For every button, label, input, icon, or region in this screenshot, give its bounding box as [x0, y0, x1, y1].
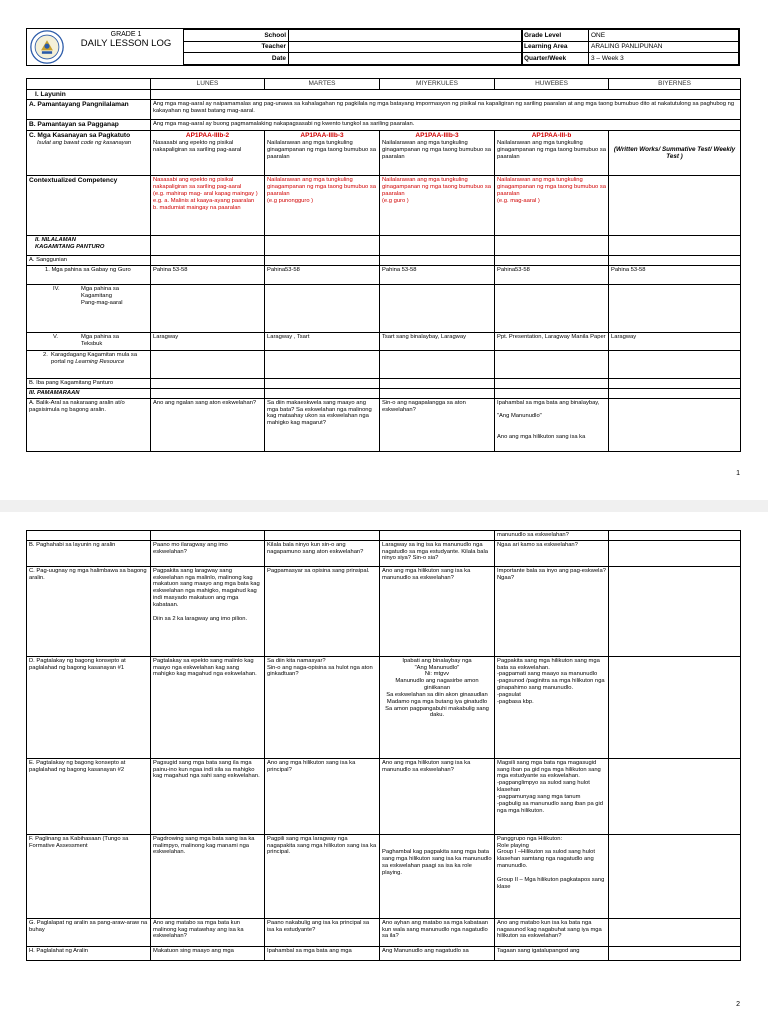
teksbuk-num: V.: [53, 334, 58, 341]
quarter-label: Quarter/Week: [522, 53, 589, 65]
procedure-cell: Pagtalakay sa epekto sang malinlo kag maayo nga eskwelahan kag sang mahigko kag magahud nga eskwelahan.: [151, 656, 265, 758]
empty-cell: [151, 351, 265, 379]
balik-aral-value: Ipahambal sa mga bata ang binalaybay, "Ang Manunudlo" Ano ang mga hilikuton sang isa ka: [495, 398, 609, 451]
contextualized-label: Contextualized Competency: [27, 176, 151, 236]
teacher-label: Teacher: [184, 41, 289, 53]
empty-cell: [27, 531, 151, 541]
procedure-row: [27, 758, 741, 834]
competency-code: AP1PAA-IIIb-3: [415, 132, 459, 140]
procedure-cell: Paano nakabulig ang isa ka principal sa isa ka estudyante?: [265, 918, 380, 946]
empty-cell: [265, 388, 380, 398]
nilalaman-heading: II. NILALAMAN: [35, 237, 76, 244]
school-field[interactable]: [289, 30, 523, 42]
procedure-cell: [609, 946, 741, 960]
empty-cell: [380, 531, 495, 541]
grade-heading: GRADE 1: [110, 31, 142, 38]
empty-cell: [151, 379, 265, 389]
corner-cell: [27, 79, 151, 90]
empty-cell: [265, 379, 380, 389]
poem-line: Madamo nga mga butang iya ginatudlo: [386, 698, 488, 705]
header-info-right: [521, 29, 739, 65]
procedure-cell: Pagpili sang mga laragway nga nagapakita sang mga hilikuton sang isa ka principal.: [265, 834, 380, 918]
procedure-row: [27, 656, 741, 758]
contextualized-example: b. madumiat maingay na paaralan: [153, 204, 241, 211]
learning-area-label: Learning Area: [522, 41, 589, 53]
day-header: MIYERKULES: [380, 79, 495, 90]
kagamitan-label: Mga pahina sa Kagamitang Pang-mag-aaral: [81, 286, 123, 306]
learning-resource-label: Learning Resource: [75, 358, 125, 365]
kagamitan-heading: KAGAMITANG PANTURO: [35, 244, 105, 251]
lesson-table-page-1: [26, 78, 741, 452]
procedure-cell: Importante bala sa inyo ang pag-eskwela? Ngaa?: [495, 566, 609, 656]
empty-cell: [495, 379, 609, 389]
date-field[interactable]: [289, 53, 523, 65]
competency-code: AP1PAA-III-b: [531, 132, 572, 140]
empty-cell: [380, 388, 495, 398]
empty-cell: [151, 285, 265, 333]
balik-aral-label: A. Balik-Aral sa nakaraang aralin at/o pagsisimula ng bagong aralin.: [27, 398, 151, 451]
pamantayan-pagganap-label: B. Pamantayan sa Pagganap: [27, 120, 151, 131]
procedure-cell: Ano ang mga hilikuton sang isa ka manunudlo sa eskwelahan?: [380, 758, 495, 834]
procedure-cell: Panggrupo nga Hilikuton: Role playing Group I –Hilikuton sa sulod sang hulot klasehan samtang nga nagatudlo ang manunudlo. Group II – Mga hilikuton pagkatapos sang klase: [495, 834, 609, 918]
written-works-note: (Written Works/ Summative Test/ Weekly Test ): [613, 145, 736, 161]
contextualized-example: e.g. a. Malinis at kaaya-ayang paaralan: [153, 197, 255, 204]
contextualized-example: (e.g guro ): [382, 197, 409, 204]
empty-cell: [380, 285, 495, 333]
nilalaman-heading-cell: [27, 236, 151, 256]
empty-cell: [495, 351, 609, 379]
procedure-cell: Pagdrowing sang mga bata sang isa ka malimpyo, malinong kag manami nga eskwelahan.: [151, 834, 265, 918]
procedure-cell: [609, 566, 741, 656]
procedure-label: D. Pagtalakay ng bagong konsepto at paglalahad ng bagong kasanayan #1: [27, 656, 151, 758]
poem-line: Ipabati ang binalaybay nga: [402, 657, 472, 664]
poem-line: Manunudlo ang nagasirbe amon giniikanan: [395, 678, 479, 692]
empty-cell: [380, 236, 495, 256]
gabay-value: Pahina53-58: [265, 266, 380, 285]
contextualized-cell: [265, 176, 380, 236]
procedure-label: C. Pag-uugnay ng mga halimbawa sa bagong aralin.: [27, 566, 151, 656]
procedure-cell: [609, 540, 741, 566]
iba-label: B. Iba pang Kagamitang Panturo: [27, 379, 151, 389]
kasanayan-label: C. Mga Kasanayan sa Pagkatuto: [29, 132, 131, 140]
page-gap: [0, 500, 768, 512]
procedure-cell: Magsili sang mga bata nga magasugid sang iban pa gid nga mga hilikuton sang mga estudyante sa eskwelahan. -pagpanglimpyo sa sulod sang hulot klasehan -pagpamunyag sang mga tanum -pagbulig sa manunudlo sang iban pa gid nga mga hilikuton.: [495, 758, 609, 834]
procedure-cell: Paghambal kag pagpakita sang mga bata sang mga hilikuton sang isa ka manunudlo sa eskwelahan paagi sa isa ka role playing.: [380, 834, 495, 918]
karagdagang-num: 2.: [43, 352, 48, 359]
empty-cell: [151, 256, 265, 266]
teksbuk-value: Ppt. Presentation, Laragway Manila Paper: [495, 333, 609, 351]
page-1: [0, 0, 768, 500]
empty-cell: [265, 256, 380, 266]
contextualized-text: Nailalarawan ang mga tungkuling ginagampanan ng mga taong bumubuo sa paaralan: [267, 177, 376, 197]
lesson-table-page-2: [26, 530, 741, 961]
lesson-log-header: [26, 28, 740, 66]
contextualized-example: (e.g. mag-aaral ): [497, 197, 540, 204]
competency-text: Nailalarawan ang mga tungkuling ginagampanan ng mga taong bumubuo sa paaralan: [497, 139, 606, 160]
grade-level-label: Grade Level: [522, 30, 589, 42]
karagdagang-label: Karagdagang Kagamitan mula sa portal ng: [51, 352, 138, 365]
empty-cell: [151, 388, 265, 398]
procedure-cell: Pagpakita sang mga hilikuton sang mga bata sa eskwelahan. -pagpamati sang maayo sa manunudlo -pagsunod /paginitra sa mga hilikuton nga ginapahimo sang manunudlo. -pagsulat -pagbasa kbp.: [495, 656, 609, 758]
empty-cell: [609, 398, 741, 451]
empty-cell: [495, 285, 609, 333]
contextualized-cell: [151, 176, 265, 236]
procedure-label: H. Paglalahat ng Aralin: [27, 946, 151, 960]
procedure-label: E. Pagtalakay ng bagong konsepto at paglalahad ng bagong kasanayan #2: [27, 758, 151, 834]
procedure-cell: Makatuon sing maayo ang mga: [151, 946, 265, 960]
pamamaraan-heading: III. PAMAMARAAN: [27, 388, 151, 398]
procedure-cell: [609, 758, 741, 834]
empty-cell: [609, 379, 741, 389]
empty-cell: [609, 531, 741, 541]
empty-cell: [380, 256, 495, 266]
poem-line: Ni: mtgvv: [424, 671, 450, 678]
kasanayan-label-cell: [27, 131, 151, 176]
empty-cell: [609, 236, 741, 256]
balik-aral-value: Sin-o ang nagapalangga sa aton eskwelahan?: [380, 398, 495, 451]
competency-text: Nailalarawan ang mga tungkuling ginagampanan ng mga taong bumubuo sa paaralan: [382, 139, 491, 160]
balik-aral-value: Ano ang ngalan sang aton eskwelahan?: [151, 398, 265, 451]
contextualized-example: (e.g punongguro ): [267, 197, 314, 204]
procedure-cell: [380, 656, 495, 758]
procedure-cell: Pagpamasyar sa opisina sang prinsipal.: [265, 566, 380, 656]
kasanayan-cell: [265, 131, 380, 176]
kasanayan-sub: Isulat ang bawat code ng kasanayan: [37, 139, 132, 146]
quarter-value: 3 – Week 3: [589, 53, 739, 65]
empty-cell: [265, 236, 380, 256]
teksbuk-value: Laragway: [151, 333, 265, 351]
contextualized-cell: [495, 176, 609, 236]
procedure-row: [27, 834, 741, 918]
gabay-value: Pahina 53-58: [609, 266, 741, 285]
contextualized-text: Nailalarawan ang mga tungkuling ginagampanan ng mga taong bumubuo sa paaralan: [382, 177, 491, 197]
competency-text: Nasasabi ang epekto ng pisikal nakapaligiran sa sariling pag-aaral: [153, 139, 242, 153]
procedure-cell: [609, 918, 741, 946]
day-header: LUNES: [151, 79, 265, 90]
contextualized-example: (e.g. mahirap mag- aral kapag maingay ): [153, 190, 258, 197]
empty-cell: [380, 379, 495, 389]
procedure-cell: Ano ang mga hilikuton sang isa ka principal?: [265, 758, 380, 834]
poem-line: "Ang Manunudlo": [414, 664, 460, 671]
procedure-cell: Ngaa ari kamo sa eskwelahan?: [495, 540, 609, 566]
procedure-cell: Ang Manunudlo ang nagatudlo sa: [380, 946, 495, 960]
kasanayan-cell: [380, 131, 495, 176]
empty-cell: [495, 388, 609, 398]
teksbuk-value: Laragway , Tsart: [265, 333, 380, 351]
poem-line: Sa eskwelahan sa diin akon ginasudlan: [386, 691, 488, 698]
empty-cell: [495, 256, 609, 266]
empty-cell: [495, 236, 609, 256]
procedure-cell: Ipahambal sa mga bata ang mga: [265, 946, 380, 960]
empty-cell: [265, 285, 380, 333]
learning-area-value: ARALING PANLIPUNAN: [589, 41, 739, 53]
procedure-row: [27, 566, 741, 656]
procedure-cell: Pagsugid sang mga bata sang ila mga painu-ino kun ngaa indi sila sa mahigko kag magahud nga sahi sang eskwelahan.: [151, 758, 265, 834]
procedure-cell: Kilala bala ninyo kun sin-o ang nagapamuno sang aton eskwelahan?: [265, 540, 380, 566]
header-info-left: [183, 29, 523, 65]
pamantayang-pangnilalaman-label: A. Pamantayang Pangnilalaman: [27, 100, 151, 120]
karagdagang-label-cell: [27, 351, 151, 379]
procedure-row: [27, 946, 741, 960]
empty-cell: [609, 351, 741, 379]
grade-level-value: ONE: [589, 30, 739, 42]
kagamitan-num: IV.: [53, 286, 60, 293]
empty-cell: [609, 176, 741, 236]
competency-code: AP1PAA-IIIb-2: [185, 132, 230, 140]
empty-cell: [380, 351, 495, 379]
gabay-value: Pahina 53-58: [380, 266, 495, 285]
procedure-cell: Ano ang matabo sa mga bata kun malinong kag matawhay ang isa ka eskwelahan?: [151, 918, 265, 946]
balik-aral-value: Sa diin makaeskwela sang maayo ang mga bata? Sa eskwelahan nga malinong kag mataahay ukon sa eskwelahan nga mahigko kag magarut?: [265, 398, 380, 451]
empty-cell: [265, 351, 380, 379]
empty-cell: [265, 531, 380, 541]
deped-seal-icon: [30, 30, 64, 64]
continued-text: manunudlo sa eskwelahan?: [495, 531, 609, 541]
teksbuk-label-cell: [27, 333, 151, 351]
procedure-cell: Paano mo ilaragway ang imo eskwelahan?: [151, 540, 265, 566]
gabay-value: Pahina 53-58: [151, 266, 265, 285]
school-label: School: [184, 30, 289, 42]
page-number: 1: [736, 470, 740, 477]
poem-line: Sa amon pagpangabuhi makabulig sang daku.: [385, 705, 489, 719]
procedure-row: [27, 540, 741, 566]
competency-code: AP1PAA-IIIb-3: [300, 132, 344, 140]
page-number: 2: [736, 1001, 740, 1008]
procedure-row: [27, 918, 741, 946]
kagamitan-label-cell: [27, 285, 151, 333]
procedure-label: F. Paglinang sa Kabihasaan (Tungo sa Formative Assessment: [27, 834, 151, 918]
kasanayan-cell: [151, 131, 265, 176]
procedure-cell: Laragway sa ing isa ka manunudlo nga nagatudlo sa mga estudyante. Kilala bala ninyo siya? Sin-o sia?: [380, 540, 495, 566]
procedure-label: B. Paghahabi sa layunin ng aralin: [27, 540, 151, 566]
procedure-cell: Ano ang matabo kun isa ka bata nga nagasunod kag nagabuhat sang iya mga hilikuton sa eskwelahan?: [495, 918, 609, 946]
procedure-cell: Pagpakita sang laragway sang eskwelahan nga malinlo, malinong kag makatuon sang maayo ang mga bata kag eskwelahan nga mahigko, magahud kag indi masyado makatuon ang mga kabataan. Diin sa 2 ka laragway ang imo pilion.: [151, 566, 265, 656]
written-works-cell: [609, 131, 741, 176]
pamantayan-pagganap-text: Ang mga mag-aaral ay buong pagmamalaking nakapagsasabi ng kwento tungkol sa sariling paaralan.: [151, 120, 741, 131]
procedure-label: G. Paglalapat ng aralin sa pang-araw-araw na buhay: [27, 918, 151, 946]
layunin-heading: I. Layunin: [27, 89, 151, 100]
teksbuk-value: Laragway: [609, 333, 741, 351]
procedure-cell: Tagaan sang igatalupangod ang: [495, 946, 609, 960]
empty-cell: [151, 89, 741, 100]
day-header: HUWEBES: [495, 79, 609, 90]
contextualized-cell: [380, 176, 495, 236]
procedure-cell: Ano ayhan ang matabo sa mga kabataan kun wala sang manunudlo nga nagatudlo sa ila?: [380, 918, 495, 946]
date-label: Date: [184, 53, 289, 65]
log-title: DAILY LESSON LOG: [80, 38, 172, 49]
empty-cell: [151, 236, 265, 256]
competency-text: Nailalarawan ang mga tungkuling ginagampanan ng mga taong bumubuo sa paaralan: [267, 139, 376, 160]
procedure-cell: Ano ang mga hilikuton sang isa ka manunudlo sa eskwelahan?: [380, 566, 495, 656]
empty-cell: [151, 531, 265, 541]
empty-cell: [609, 285, 741, 333]
teksbuk-label: Mga pahina sa Teksbuk: [81, 334, 120, 347]
contextualized-text: Nailalarawan ang mga tungkuling ginagampanan ng mga taong bumubuo sa paaralan: [497, 177, 606, 197]
day-header: MARTES: [265, 79, 380, 90]
teksbuk-value: Tsart sang binalaybay, Laragway: [380, 333, 495, 351]
empty-cell: [609, 388, 741, 398]
day-header: BIYERNES: [609, 79, 741, 90]
teacher-field[interactable]: [289, 41, 523, 53]
procedure-cell: Sa diin kita namasyar? Sin-o ang naga-opisina sa hulot nga aton ginkadtuan?: [265, 656, 380, 758]
empty-cell: [609, 256, 741, 266]
sanggunian-label: A. Sanggunian: [27, 256, 151, 266]
procedure-cell: [609, 834, 741, 918]
procedure-cell: [609, 656, 741, 758]
kasanayan-cell: [495, 131, 609, 176]
gabay-value: Pahina53-58: [495, 266, 609, 285]
gabay-label: 1. Mga pahina sa Gabay ng Guro: [27, 266, 151, 285]
pamantayang-pangnilalaman-text: Ang mga mag-aaral ay naipamamalas ang pag-unawa sa kahalagahan ng pagkilala ng mga batayang impormasyon ng pisikal na kapaligiran ng sariling paaralan at ang mga taong bumubuo dito at nakatutulong sa paghubog ng kakayahan ng bawat batang mag-aaral.: [151, 100, 741, 120]
contextualized-text: Nasasabi ang epekto ng pisikal nakapaligiran sa sariling pag-aaral: [153, 177, 242, 191]
